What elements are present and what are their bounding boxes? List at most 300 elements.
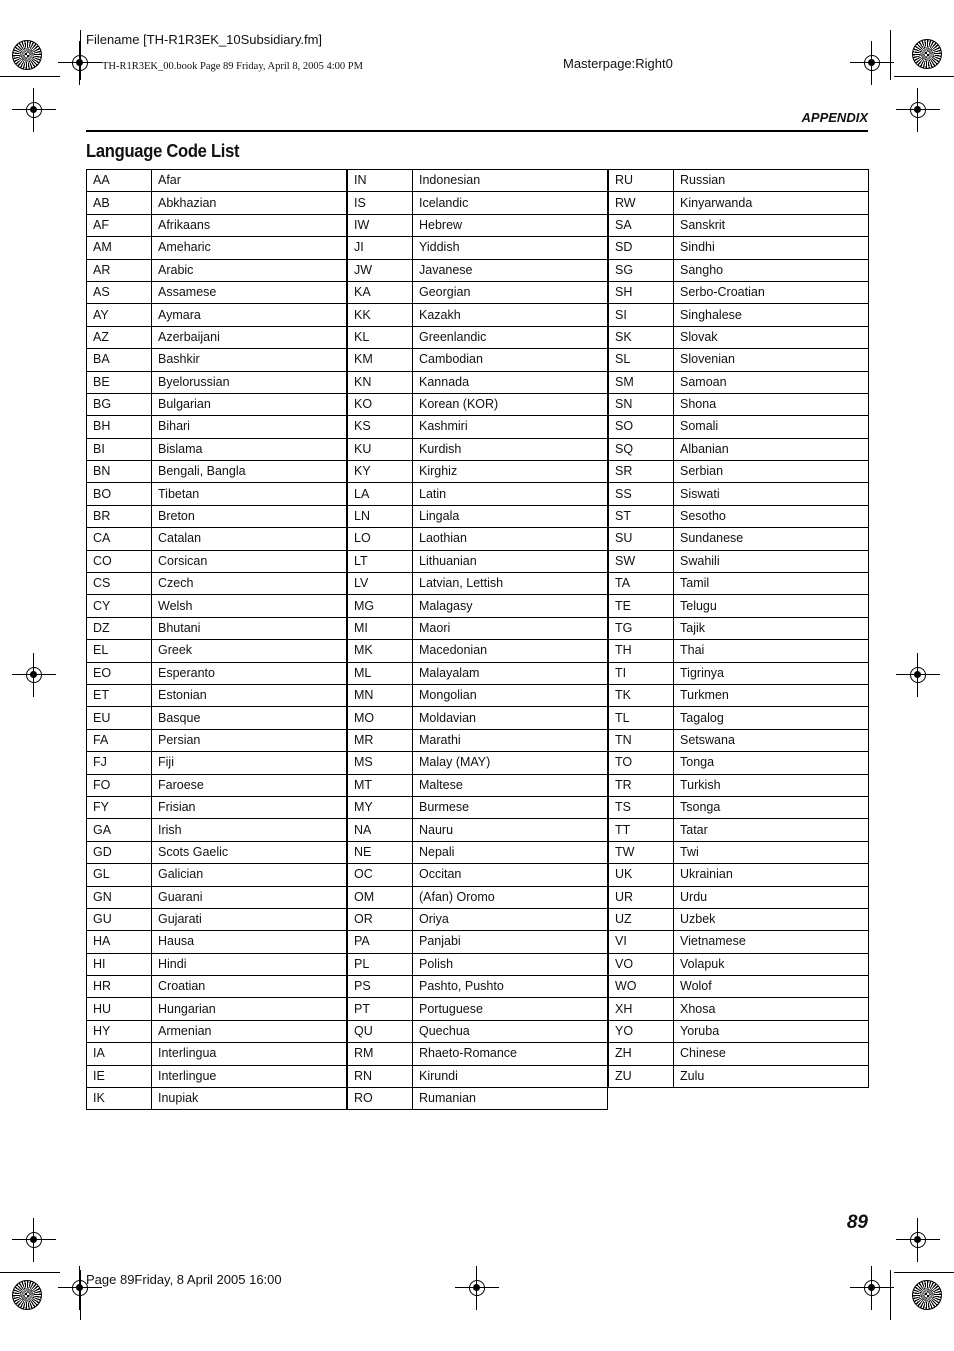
language-name-cell: Bihari bbox=[152, 416, 347, 438]
registration-sunburst-top-right bbox=[912, 39, 942, 69]
language-code-cell: SR bbox=[609, 461, 674, 483]
language-name-cell: Bengali, Bangla bbox=[152, 461, 347, 483]
language-name-cell: Byelorussian bbox=[152, 371, 347, 393]
language-name-cell: Quechua bbox=[413, 1020, 608, 1042]
table-row bbox=[87, 416, 347, 438]
table-row bbox=[609, 729, 869, 751]
language-name-cell: Catalan bbox=[152, 528, 347, 550]
language-code-cell: RW bbox=[609, 192, 674, 214]
language-name-cell: Marathi bbox=[413, 729, 608, 751]
table-row bbox=[348, 1065, 608, 1087]
language-name-cell: Welsh bbox=[152, 595, 347, 617]
crop-line bbox=[890, 1270, 891, 1320]
language-name-cell: Lingala bbox=[413, 505, 608, 527]
table-row bbox=[87, 752, 347, 774]
language-code-cell: RM bbox=[348, 1043, 413, 1065]
table-row bbox=[87, 931, 347, 953]
language-code-cell: TA bbox=[609, 573, 674, 595]
language-name-cell: Sindhi bbox=[674, 237, 869, 259]
language-code-cell: LT bbox=[348, 550, 413, 572]
language-code-cell: SW bbox=[609, 550, 674, 572]
table-row bbox=[348, 998, 608, 1020]
table-row bbox=[609, 505, 869, 527]
language-name-cell: Sesotho bbox=[674, 505, 869, 527]
table-row bbox=[348, 326, 608, 348]
language-code-cell: MS bbox=[348, 752, 413, 774]
table-row bbox=[87, 617, 347, 639]
language-name-cell: Latvian, Lettish bbox=[413, 573, 608, 595]
language-code-cell: LN bbox=[348, 505, 413, 527]
language-code-cell: MO bbox=[348, 707, 413, 729]
language-name-cell: Hungarian bbox=[152, 998, 347, 1020]
table-row bbox=[609, 841, 869, 863]
table-row bbox=[609, 1020, 869, 1042]
language-code-cell: KY bbox=[348, 461, 413, 483]
table-row bbox=[348, 752, 608, 774]
language-name-cell: Ukrainian bbox=[674, 864, 869, 886]
language-code-cell: SN bbox=[609, 393, 674, 415]
table-row bbox=[348, 214, 608, 236]
language-code-cell: SM bbox=[609, 371, 674, 393]
language-code-cell: ML bbox=[348, 662, 413, 684]
language-code-cell: FJ bbox=[87, 752, 152, 774]
language-code-cell: OM bbox=[348, 886, 413, 908]
table-row bbox=[348, 192, 608, 214]
page-number: 89 bbox=[846, 1212, 868, 1233]
language-code-cell: ST bbox=[609, 505, 674, 527]
language-name-cell: Moldavian bbox=[413, 707, 608, 729]
table-row bbox=[609, 931, 869, 953]
language-name-cell: Urdu bbox=[674, 886, 869, 908]
language-name-cell: Siswati bbox=[674, 483, 869, 505]
language-code-cell: VI bbox=[609, 931, 674, 953]
language-code-cell: KU bbox=[348, 438, 413, 460]
language-name-cell: Gujarati bbox=[152, 908, 347, 930]
language-name-cell: Slovak bbox=[674, 326, 869, 348]
language-code-cell: SK bbox=[609, 326, 674, 348]
table-row bbox=[348, 1088, 608, 1110]
table-row bbox=[609, 998, 869, 1020]
table-row bbox=[348, 976, 608, 998]
table-row bbox=[87, 640, 347, 662]
language-code-cell: KS bbox=[348, 416, 413, 438]
table-row bbox=[348, 550, 608, 572]
language-name-cell: Volapuk bbox=[674, 953, 869, 975]
language-code-cell: SQ bbox=[609, 438, 674, 460]
table-row bbox=[609, 237, 869, 259]
language-name-cell: Tamil bbox=[674, 573, 869, 595]
language-code-cell: QU bbox=[348, 1020, 413, 1042]
language-name-cell: Wolof bbox=[674, 976, 869, 998]
table-row bbox=[348, 864, 608, 886]
table-row bbox=[609, 214, 869, 236]
language-name-cell: Maori bbox=[413, 617, 608, 639]
language-name-cell: Georgian bbox=[413, 281, 608, 303]
table-row bbox=[609, 371, 869, 393]
language-name-cell: (Afan) Oromo bbox=[413, 886, 608, 908]
language-name-cell: Mongolian bbox=[413, 684, 608, 706]
table-row bbox=[87, 1065, 347, 1087]
language-name-cell: Laothian bbox=[413, 528, 608, 550]
table-row bbox=[87, 170, 347, 192]
table-row bbox=[348, 438, 608, 460]
table-row bbox=[609, 170, 869, 192]
table-row bbox=[87, 1020, 347, 1042]
language-name-cell: Korean (KOR) bbox=[413, 393, 608, 415]
crosshair-mark-left-upper bbox=[20, 96, 48, 124]
table-row bbox=[609, 640, 869, 662]
language-name-cell: Hebrew bbox=[413, 214, 608, 236]
language-name-cell: Serbian bbox=[674, 461, 869, 483]
table-row bbox=[348, 1043, 608, 1065]
language-name-cell: Tatar bbox=[674, 819, 869, 841]
language-name-cell: Thai bbox=[674, 640, 869, 662]
language-name-cell: Kazakh bbox=[413, 304, 608, 326]
language-code-cell: AB bbox=[87, 192, 152, 214]
language-name-cell: Samoan bbox=[674, 371, 869, 393]
crosshair-mark-bottom-center bbox=[463, 1274, 491, 1302]
table-row bbox=[609, 259, 869, 281]
language-name-cell: Croatian bbox=[152, 976, 347, 998]
table-row bbox=[609, 528, 869, 550]
language-name-cell: Indonesian bbox=[413, 170, 608, 192]
language-name-cell: Nepali bbox=[413, 841, 608, 863]
language-name-cell: Tajik bbox=[674, 617, 869, 639]
language-code-cell: AR bbox=[87, 259, 152, 281]
language-code-cell: AY bbox=[87, 304, 152, 326]
language-name-cell: Somali bbox=[674, 416, 869, 438]
language-code-cell: AM bbox=[87, 237, 152, 259]
language-name-cell: Tibetan bbox=[152, 483, 347, 505]
language-code-cell: BO bbox=[87, 483, 152, 505]
language-code-cell: YO bbox=[609, 1020, 674, 1042]
table-row bbox=[87, 662, 347, 684]
language-code-cell: LA bbox=[348, 483, 413, 505]
language-code-cell: NA bbox=[348, 819, 413, 841]
table-row bbox=[87, 819, 347, 841]
crop-line bbox=[0, 76, 60, 77]
table-row bbox=[609, 953, 869, 975]
language-name-cell: Tigrinya bbox=[674, 662, 869, 684]
language-code-cell: MK bbox=[348, 640, 413, 662]
language-name-cell: Sangho bbox=[674, 259, 869, 281]
language-name-cell: Basque bbox=[152, 707, 347, 729]
table-row bbox=[609, 908, 869, 930]
table-row bbox=[87, 1043, 347, 1065]
table-row bbox=[609, 393, 869, 415]
language-code-cell: NE bbox=[348, 841, 413, 863]
language-name-cell: Afar bbox=[152, 170, 347, 192]
table-row bbox=[348, 461, 608, 483]
language-code-cell: SL bbox=[609, 349, 674, 371]
table-row bbox=[348, 371, 608, 393]
table-row bbox=[609, 1043, 869, 1065]
language-code-cell: TL bbox=[609, 707, 674, 729]
language-code-cell: TH bbox=[609, 640, 674, 662]
language-name-cell: Sanskrit bbox=[674, 214, 869, 236]
table-row bbox=[609, 774, 869, 796]
table-row bbox=[87, 528, 347, 550]
language-name-cell: Irish bbox=[152, 819, 347, 841]
table-row bbox=[609, 281, 869, 303]
language-name-cell: Kinyarwanda bbox=[674, 192, 869, 214]
table-row bbox=[87, 998, 347, 1020]
language-code-cell: SU bbox=[609, 528, 674, 550]
language-code-cell: RO bbox=[348, 1088, 413, 1110]
language-code-cell: TN bbox=[609, 729, 674, 751]
language-name-cell: Albanian bbox=[674, 438, 869, 460]
crosshair-mark-bottom-right bbox=[858, 1274, 886, 1302]
language-code-cell: PA bbox=[348, 931, 413, 953]
language-name-cell: Scots Gaelic bbox=[152, 841, 347, 863]
language-name-cell: Bhutani bbox=[152, 617, 347, 639]
language-name-cell: Aymara bbox=[152, 304, 347, 326]
table-row bbox=[348, 1020, 608, 1042]
language-code-cell: SD bbox=[609, 237, 674, 259]
language-name-cell: Shona bbox=[674, 393, 869, 415]
language-code-cell: HY bbox=[87, 1020, 152, 1042]
language-code-cell: GD bbox=[87, 841, 152, 863]
section-label: APPENDIX bbox=[801, 110, 868, 125]
language-code-cell: BR bbox=[87, 505, 152, 527]
language-name-cell: Serbo-Croatian bbox=[674, 281, 869, 303]
table-row bbox=[87, 192, 347, 214]
language-code-cell: KO bbox=[348, 393, 413, 415]
language-name-cell: Setswana bbox=[674, 729, 869, 751]
language-name-cell: Rhaeto-Romance bbox=[413, 1043, 608, 1065]
language-name-cell: Afrikaans bbox=[152, 214, 347, 236]
table-row bbox=[348, 953, 608, 975]
table-row bbox=[348, 662, 608, 684]
language-code-cell: EL bbox=[87, 640, 152, 662]
table-row bbox=[87, 349, 347, 371]
table-row bbox=[609, 617, 869, 639]
language-code-cell: KK bbox=[348, 304, 413, 326]
language-code-cell: AZ bbox=[87, 326, 152, 348]
language-name-cell: Tsonga bbox=[674, 796, 869, 818]
table-row bbox=[609, 349, 869, 371]
table-row bbox=[348, 237, 608, 259]
table-row bbox=[87, 729, 347, 751]
language-name-cell: Singhalese bbox=[674, 304, 869, 326]
language-code-cell: HI bbox=[87, 953, 152, 975]
language-code-cell: FO bbox=[87, 774, 152, 796]
filename-label: Filename [TH-R1R3EK_10Subsidiary.fm] bbox=[86, 32, 323, 47]
language-name-cell: Hausa bbox=[152, 931, 347, 953]
language-name-cell: Cambodian bbox=[413, 349, 608, 371]
language-name-cell: Czech bbox=[152, 573, 347, 595]
language-name-cell: Tagalog bbox=[674, 707, 869, 729]
language-name-cell: Turkmen bbox=[674, 684, 869, 706]
table-row bbox=[87, 237, 347, 259]
language-name-cell: Chinese bbox=[674, 1043, 869, 1065]
language-code-cell: RU bbox=[609, 170, 674, 192]
language-code-cell: AF bbox=[87, 214, 152, 236]
language-name-cell: Lithuanian bbox=[413, 550, 608, 572]
registration-sunburst-bottom-right bbox=[912, 1280, 942, 1310]
table-row bbox=[87, 864, 347, 886]
footer-timestamp: Page 89Friday, 8 April 2005 16:00 bbox=[86, 1272, 282, 1287]
language-code-cell: BA bbox=[87, 349, 152, 371]
language-code-cell: TO bbox=[609, 752, 674, 774]
table-row bbox=[87, 707, 347, 729]
language-code-cell: IW bbox=[348, 214, 413, 236]
language-code-cell: SO bbox=[609, 416, 674, 438]
language-code-cell: GA bbox=[87, 819, 152, 841]
table-row bbox=[348, 595, 608, 617]
table-row bbox=[348, 640, 608, 662]
language-name-cell: Nauru bbox=[413, 819, 608, 841]
language-name-cell: Estonian bbox=[152, 684, 347, 706]
table-row bbox=[87, 438, 347, 460]
language-name-cell: Arabic bbox=[152, 259, 347, 281]
language-name-cell: Polish bbox=[413, 953, 608, 975]
language-code-cell: CS bbox=[87, 573, 152, 595]
table-row bbox=[348, 729, 608, 751]
language-code-cell: BI bbox=[87, 438, 152, 460]
table-row bbox=[87, 796, 347, 818]
table-row bbox=[348, 908, 608, 930]
table-row bbox=[87, 304, 347, 326]
table-row bbox=[348, 304, 608, 326]
table-row bbox=[348, 528, 608, 550]
language-code-cell: SG bbox=[609, 259, 674, 281]
language-name-cell: Inupiak bbox=[152, 1088, 347, 1110]
language-code-cell: KN bbox=[348, 371, 413, 393]
table-row bbox=[348, 684, 608, 706]
table-row bbox=[609, 326, 869, 348]
language-name-cell: Yoruba bbox=[674, 1020, 869, 1042]
language-code-cell: AA bbox=[87, 170, 152, 192]
language-code-cell: PS bbox=[348, 976, 413, 998]
table-row bbox=[609, 461, 869, 483]
language-name-cell: Bashkir bbox=[152, 349, 347, 371]
language-code-cell: VO bbox=[609, 953, 674, 975]
table-row bbox=[348, 841, 608, 863]
language-code-cell: FY bbox=[87, 796, 152, 818]
language-name-cell: Kirundi bbox=[413, 1065, 608, 1087]
crop-line bbox=[894, 76, 954, 77]
language-name-cell: Telugu bbox=[674, 595, 869, 617]
language-name-cell: Interlingua bbox=[152, 1043, 347, 1065]
language-code-cell: JI bbox=[348, 237, 413, 259]
table-row bbox=[87, 1088, 347, 1110]
table-row bbox=[348, 259, 608, 281]
language-name-cell: Bulgarian bbox=[152, 393, 347, 415]
table-row bbox=[348, 796, 608, 818]
language-name-cell: Faroese bbox=[152, 774, 347, 796]
language-name-cell: Guarani bbox=[152, 886, 347, 908]
language-code-cell: FA bbox=[87, 729, 152, 751]
language-code-cell: CY bbox=[87, 595, 152, 617]
language-code-cell: SI bbox=[609, 304, 674, 326]
language-code-cell: MT bbox=[348, 774, 413, 796]
language-code-cell: PL bbox=[348, 953, 413, 975]
language-name-cell: Tonga bbox=[674, 752, 869, 774]
registration-sunburst-top-left bbox=[12, 40, 42, 70]
table-row bbox=[348, 505, 608, 527]
language-code-cell: TS bbox=[609, 796, 674, 818]
language-code-cell: EU bbox=[87, 707, 152, 729]
table-row bbox=[609, 886, 869, 908]
language-name-cell: Russian bbox=[674, 170, 869, 192]
table-row bbox=[348, 393, 608, 415]
language-name-cell: Greek bbox=[152, 640, 347, 662]
language-name-cell: Esperanto bbox=[152, 662, 347, 684]
table-row bbox=[87, 393, 347, 415]
crop-line bbox=[890, 30, 891, 80]
language-name-cell: Portuguese bbox=[413, 998, 608, 1020]
language-code-cell: HA bbox=[87, 931, 152, 953]
table-row bbox=[348, 774, 608, 796]
header-rule bbox=[86, 130, 868, 132]
table-row bbox=[609, 550, 869, 572]
language-name-cell: Panjabi bbox=[413, 931, 608, 953]
language-code-cell: IE bbox=[87, 1065, 152, 1087]
language-code-cell: TT bbox=[609, 819, 674, 841]
language-code-cell: CA bbox=[87, 528, 152, 550]
language-code-cell: TR bbox=[609, 774, 674, 796]
crosshair-mark-right-upper bbox=[904, 96, 932, 124]
crop-line bbox=[80, 30, 81, 80]
language-code-cell: HR bbox=[87, 976, 152, 998]
language-name-cell: Persian bbox=[152, 729, 347, 751]
language-code-cell: TK bbox=[609, 684, 674, 706]
table-row bbox=[87, 371, 347, 393]
language-name-cell: Abkhazian bbox=[152, 192, 347, 214]
table-row bbox=[87, 483, 347, 505]
language-code-cell: MY bbox=[348, 796, 413, 818]
language-code-cell: MG bbox=[348, 595, 413, 617]
language-name-cell: Azerbaijani bbox=[152, 326, 347, 348]
language-name-cell: Sundanese bbox=[674, 528, 869, 550]
language-code-table-3 bbox=[608, 169, 869, 1088]
language-name-cell: Pashto, Pushto bbox=[413, 976, 608, 998]
table-row bbox=[87, 684, 347, 706]
table-row bbox=[348, 707, 608, 729]
language-name-cell: Burmese bbox=[413, 796, 608, 818]
language-name-cell: Ameharic bbox=[152, 237, 347, 259]
table-row bbox=[87, 908, 347, 930]
table-row bbox=[348, 349, 608, 371]
language-code-cell: DZ bbox=[87, 617, 152, 639]
language-name-cell: Yiddish bbox=[413, 237, 608, 259]
table-row bbox=[348, 886, 608, 908]
language-name-cell: Javanese bbox=[413, 259, 608, 281]
table-row bbox=[348, 819, 608, 841]
language-code-cell: IK bbox=[87, 1088, 152, 1110]
table-row bbox=[87, 550, 347, 572]
language-code-cell: MI bbox=[348, 617, 413, 639]
language-name-cell: Galician bbox=[152, 864, 347, 886]
language-code-cell: KA bbox=[348, 281, 413, 303]
language-name-cell: Zulu bbox=[674, 1065, 869, 1087]
crop-line bbox=[80, 1270, 81, 1320]
language-name-cell: Fiji bbox=[152, 752, 347, 774]
language-name-cell: Uzbek bbox=[674, 908, 869, 930]
table-row bbox=[87, 326, 347, 348]
language-code-cell: GL bbox=[87, 864, 152, 886]
language-name-cell: Twi bbox=[674, 841, 869, 863]
language-code-cell: EO bbox=[87, 662, 152, 684]
language-code-cell: JW bbox=[348, 259, 413, 281]
table-row bbox=[87, 505, 347, 527]
language-name-cell: Malayalam bbox=[413, 662, 608, 684]
language-name-cell: Maltese bbox=[413, 774, 608, 796]
language-code-cell: XH bbox=[609, 998, 674, 1020]
table-row bbox=[87, 214, 347, 236]
crop-line bbox=[894, 1272, 954, 1273]
